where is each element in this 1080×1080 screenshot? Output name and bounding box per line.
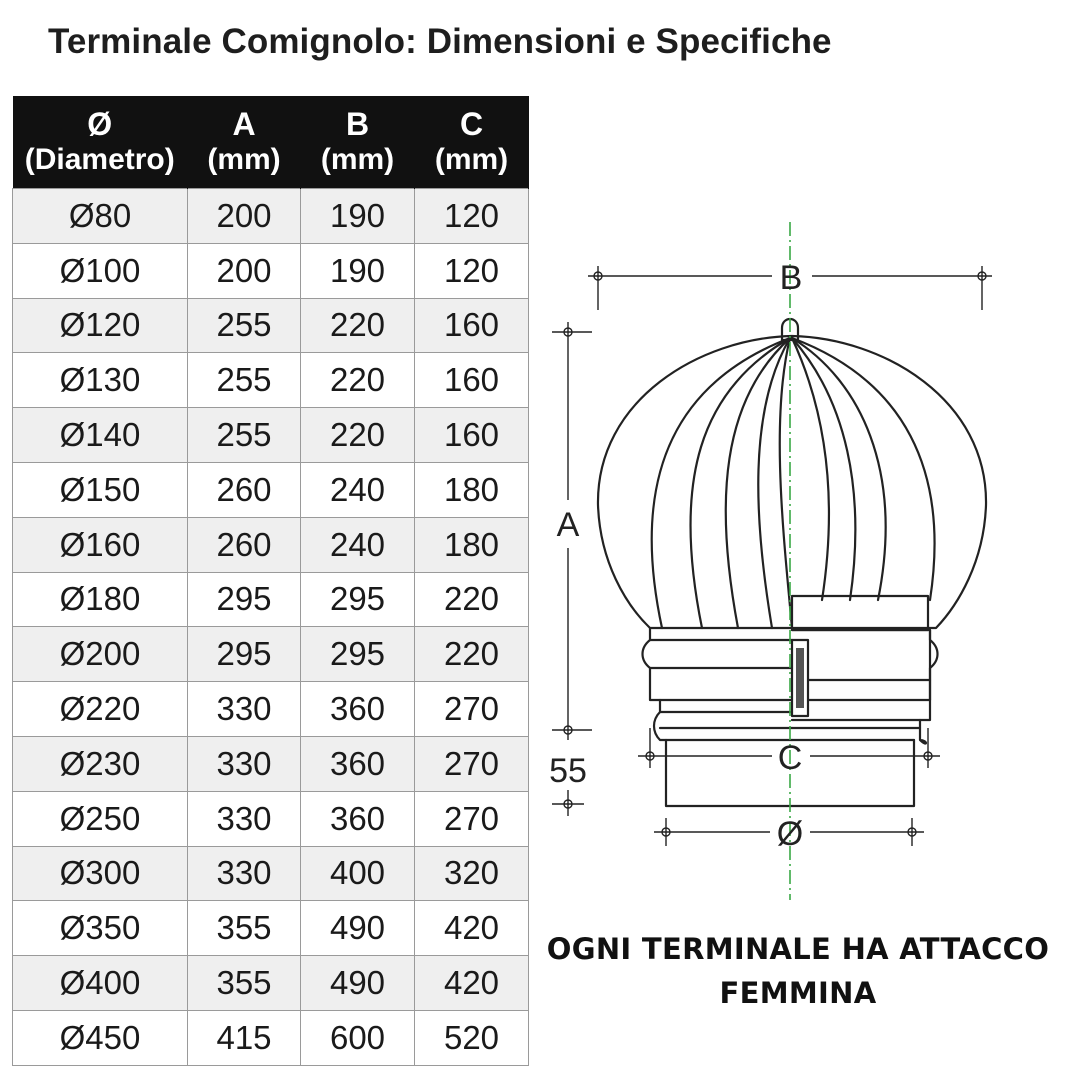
cell-diameter: Ø250 [13,791,188,846]
cell-a: 330 [188,846,301,901]
cell-c: 120 [415,189,529,244]
cell-a: 200 [188,243,301,298]
cell-diameter: Ø180 [13,572,188,627]
cell-a: 255 [188,353,301,408]
cell-c: 180 [415,462,529,517]
cutaway-section [792,596,930,720]
cell-b: 360 [301,791,415,846]
label-55: 55 [549,752,587,790]
cell-a: 255 [188,298,301,353]
cell-b: 490 [301,956,415,1011]
cell-a: 295 [188,572,301,627]
cell-b: 220 [301,298,415,353]
cell-c: 120 [415,243,529,298]
cell-a: 355 [188,956,301,1011]
cell-c: 320 [415,846,529,901]
cell-c: 270 [415,791,529,846]
header-b-symbol: B [345,106,370,142]
dimension-55 [552,790,584,816]
cell-a: 260 [188,517,301,572]
cell-a: 200 [188,189,301,244]
cell-b: 360 [301,736,415,791]
cell-diameter: Ø150 [13,462,188,517]
cell-a: 355 [188,901,301,956]
cell-a: 330 [188,791,301,846]
label-b: B [779,259,803,297]
cell-a: 330 [188,682,301,737]
cell-b: 220 [301,408,415,463]
cell-c: 420 [415,901,529,956]
cell-c: 160 [415,408,529,463]
cell-c: 270 [415,736,529,791]
cell-a: 330 [188,736,301,791]
cell-diameter: Ø140 [13,408,188,463]
cell-diameter: Ø120 [13,298,188,353]
cell-b: 190 [301,243,415,298]
header-diameter-unit: (Diametro) [24,143,175,176]
cell-b: 240 [301,517,415,572]
label-a: A [556,506,580,544]
cell-b: 295 [301,572,415,627]
cell-b: 600 [301,1010,415,1065]
female-connection-note [538,927,1058,1015]
cell-diameter: Ø80 [13,189,188,244]
cell-b: 295 [301,627,415,682]
header-c-unit: (mm) [434,143,509,176]
cell-a: 295 [188,627,301,682]
cell-diameter: Ø160 [13,517,188,572]
cell-b: 400 [301,846,415,901]
cell-c: 270 [415,682,529,737]
label-c: C [777,739,803,777]
dome-ribs [652,338,935,628]
cell-a: 415 [188,1010,301,1065]
header-b-unit: (mm) [320,143,395,176]
cell-a: 255 [188,408,301,463]
note-line-1: OGNI TERMINALE HA ATTACCO [546,932,1050,966]
cell-b: 190 [301,189,415,244]
cell-c: 180 [415,517,529,572]
cell-c: 520 [415,1010,529,1065]
header-a-symbol: A [232,106,256,142]
note-line-2: FEMMINA [719,976,877,1010]
cell-c: 220 [415,627,529,682]
cell-diameter: Ø130 [13,353,188,408]
page-title: Terminale Comignolo: Dimensioni e Specifiche [48,22,832,61]
cell-c: 160 [415,298,529,353]
label-diameter: Ø [776,815,804,853]
cell-b: 220 [301,353,415,408]
cell-c: 160 [415,353,529,408]
cell-diameter: Ø300 [13,846,188,901]
cell-b: 360 [301,682,415,737]
cell-b: 490 [301,901,415,956]
cell-diameter: Ø100 [13,243,188,298]
cell-diameter: Ø230 [13,736,188,791]
header-diameter-symbol: Ø [87,106,113,142]
header-c-symbol: C [459,106,484,142]
header-a-unit: (mm) [207,143,281,176]
cell-c: 220 [415,572,529,627]
cell-diameter: Ø350 [13,901,188,956]
cell-diameter: Ø450 [13,1010,188,1065]
cell-diameter: Ø400 [13,956,188,1011]
cell-c: 420 [415,956,529,1011]
cell-diameter: Ø220 [13,682,188,737]
cell-a: 260 [188,462,301,517]
cell-b: 240 [301,462,415,517]
cell-diameter: Ø200 [13,627,188,682]
